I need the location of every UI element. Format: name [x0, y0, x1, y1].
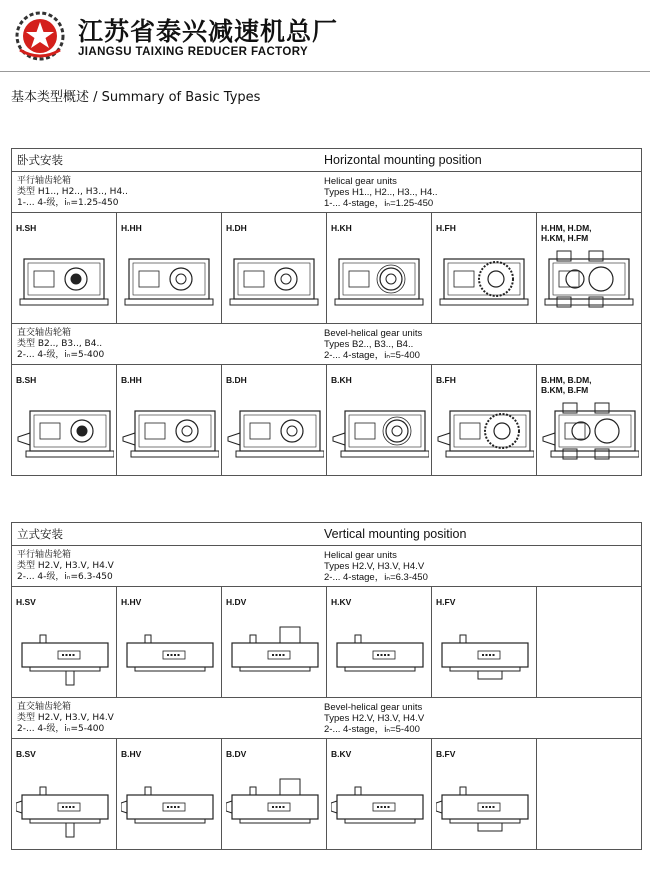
gearbox-drawing-icon	[121, 773, 219, 839]
group-description	[12, 172, 642, 213]
gear-unit-label: B.DV	[226, 749, 247, 759]
gear-unit-cell	[117, 213, 222, 324]
gear-unit-cell	[117, 739, 222, 850]
section-heading-cn: 卧式安装	[17, 153, 63, 167]
gear-unit-label: B.FH	[436, 375, 456, 385]
desc-en-line: 2-... 4-stage，iₙ=6.3-450	[324, 572, 428, 583]
gear-unit-label: H.DV	[226, 597, 247, 607]
gear-unit-label: B.SV	[16, 749, 36, 759]
group-description	[12, 324, 642, 365]
group-description	[12, 698, 642, 739]
gear-unit-cell	[12, 739, 117, 850]
gearbox-drawing-icon	[226, 621, 324, 687]
desc-en-line: Bevel-helical gear units	[324, 328, 423, 339]
gearbox-drawing-icon	[16, 247, 114, 313]
desc-en-line: Helical gear units	[324, 176, 397, 187]
gearbox-drawing-icon	[331, 621, 429, 687]
vertical-section-table	[11, 522, 642, 850]
gear-unit-cell	[12, 587, 117, 698]
desc-cn-line: 2-... 4-级，iₙ=5-400	[17, 350, 105, 360]
gear-unit-cell	[327, 739, 432, 850]
gearbox-drawing-icon	[121, 399, 219, 465]
section-heading	[12, 149, 642, 172]
gear-unit-cell	[432, 213, 537, 324]
gear-unit-label: B.KH	[331, 375, 352, 385]
desc-cn-line: 类型 H2.V, H3.V, H4.V	[17, 713, 114, 723]
desc-en-line: Helical gear units	[324, 550, 397, 561]
gear-unit-label: B.HV	[121, 749, 142, 759]
gearbox-drawing-icon	[436, 773, 534, 839]
desc-en-line: 1-... 4-stage，iₙ=1.25-450	[324, 198, 434, 209]
gearbox-drawing-icon	[541, 247, 639, 313]
gearbox-drawing-icon	[541, 399, 639, 465]
gear-unit-label: B.SH	[16, 375, 37, 385]
gear-unit-cell	[537, 365, 642, 476]
gear-unit-cell	[222, 739, 327, 850]
desc-cn-line: 类型 H2.V, H3.V, H4.V	[17, 561, 114, 571]
section-heading-cn: 立式安装	[17, 527, 63, 541]
gear-unit-cell	[12, 365, 117, 476]
gearbox-drawing-icon	[436, 399, 534, 465]
gear-unit-label: B.HM, B.DM, B.KM, B.FM	[541, 375, 592, 395]
gearbox-drawing-icon	[226, 399, 324, 465]
desc-cn-line: 直交轴齿轮箱	[17, 328, 72, 338]
gear-unit-cell	[327, 213, 432, 324]
gear-unit-label: H.SH	[16, 223, 37, 233]
desc-cn-line: 平行轴齿轮箱	[17, 176, 72, 186]
gearbox-drawing-icon	[436, 621, 534, 687]
horizontal-section-table	[11, 148, 642, 476]
gear-unit-cell	[537, 213, 642, 324]
gear-unit-label: B.DH	[226, 375, 247, 385]
page-title: 基本类型概述 / Summary of Basic Types	[11, 90, 261, 105]
desc-en-line: Types H1.., H2.., H3.., H4..	[324, 187, 438, 198]
gear-unit-cell	[537, 587, 642, 698]
gear-unit-label: H.HH	[121, 223, 142, 233]
gearbox-drawing-icon	[16, 621, 114, 687]
gear-unit-cell	[432, 739, 537, 850]
desc-cn-line: 2-... 4-级，iₙ=6.3-450	[17, 572, 113, 582]
section-heading-en: Horizontal mounting position	[324, 153, 482, 167]
gear-unit-cell	[327, 365, 432, 476]
desc-cn-line: 平行轴齿轮箱	[17, 550, 72, 560]
gearbox-drawing-icon	[121, 621, 219, 687]
gear-unit-cell	[117, 365, 222, 476]
gear-unit-label: H.KV	[331, 597, 352, 607]
gearbox-drawing-icon	[436, 247, 534, 313]
gearbox-drawing-icon	[121, 247, 219, 313]
gear-unit-label: B.HH	[121, 375, 142, 385]
desc-cn-line: 2-... 4-级，iₙ=5-400	[17, 724, 105, 734]
gearbox-drawing-icon	[16, 773, 114, 839]
gear-unit-label: H.HM, H.DM, H.KM, H.FM	[541, 223, 592, 243]
gear-unit-cell	[12, 213, 117, 324]
desc-cn-line: 直交轴齿轮箱	[17, 702, 72, 712]
desc-en-line: Types H2.V, H3.V, H4.V	[324, 561, 425, 572]
desc-cn-line: 类型 B2.., B3.., B4..	[17, 339, 103, 349]
gear-unit-label: H.DH	[226, 223, 247, 233]
company-logo-icon	[14, 10, 66, 62]
gearbox-drawing-icon	[331, 399, 429, 465]
gear-unit-label: H.FV	[436, 597, 456, 607]
group-description	[12, 546, 642, 587]
gear-unit-cell	[537, 739, 642, 850]
company-name-en: JIANGSU TAIXING REDUCER FACTORY	[78, 46, 309, 58]
gearbox-drawing-icon	[331, 247, 429, 313]
gear-unit-cell	[432, 365, 537, 476]
gear-unit-label: H.FH	[436, 223, 456, 233]
section-heading	[12, 523, 642, 546]
gear-unit-label: B.FV	[436, 749, 456, 759]
gear-unit-cell	[222, 213, 327, 324]
gearbox-drawing-icon	[331, 773, 429, 839]
desc-en-line: Types B2.., B3.., B4..	[324, 339, 414, 350]
gearbox-drawing-icon	[226, 247, 324, 313]
gearbox-drawing-icon	[16, 399, 114, 465]
gear-unit-cell	[222, 365, 327, 476]
desc-en-line: 2-... 4-stage，iₙ=5-400	[324, 350, 420, 361]
gear-unit-label: H.HV	[121, 597, 142, 607]
gear-unit-cell	[432, 587, 537, 698]
desc-cn-line: 类型 H1.., H2.., H3.., H4..	[17, 187, 128, 197]
gearbox-drawing-icon	[226, 773, 324, 839]
desc-cn-line: 1-... 4-级，iₙ=1.25-450	[17, 198, 119, 208]
gear-unit-label: H.KH	[331, 223, 352, 233]
desc-en-line: Types H2.V, H3.V, H4.V	[324, 713, 425, 724]
gear-unit-cell	[117, 587, 222, 698]
desc-en-line: 2-... 4-stage，iₙ=5-400	[324, 724, 420, 735]
desc-en-line: Bevel-helical gear units	[324, 702, 423, 713]
gear-unit-label: B.KV	[331, 749, 352, 759]
gear-unit-label: H.SV	[16, 597, 36, 607]
gear-unit-cell	[222, 587, 327, 698]
company-name-cn: 江苏省泰兴减速机总厂	[78, 17, 339, 46]
section-heading-en: Vertical mounting position	[324, 527, 467, 541]
gear-unit-cell	[327, 587, 432, 698]
header-divider	[0, 71, 650, 72]
